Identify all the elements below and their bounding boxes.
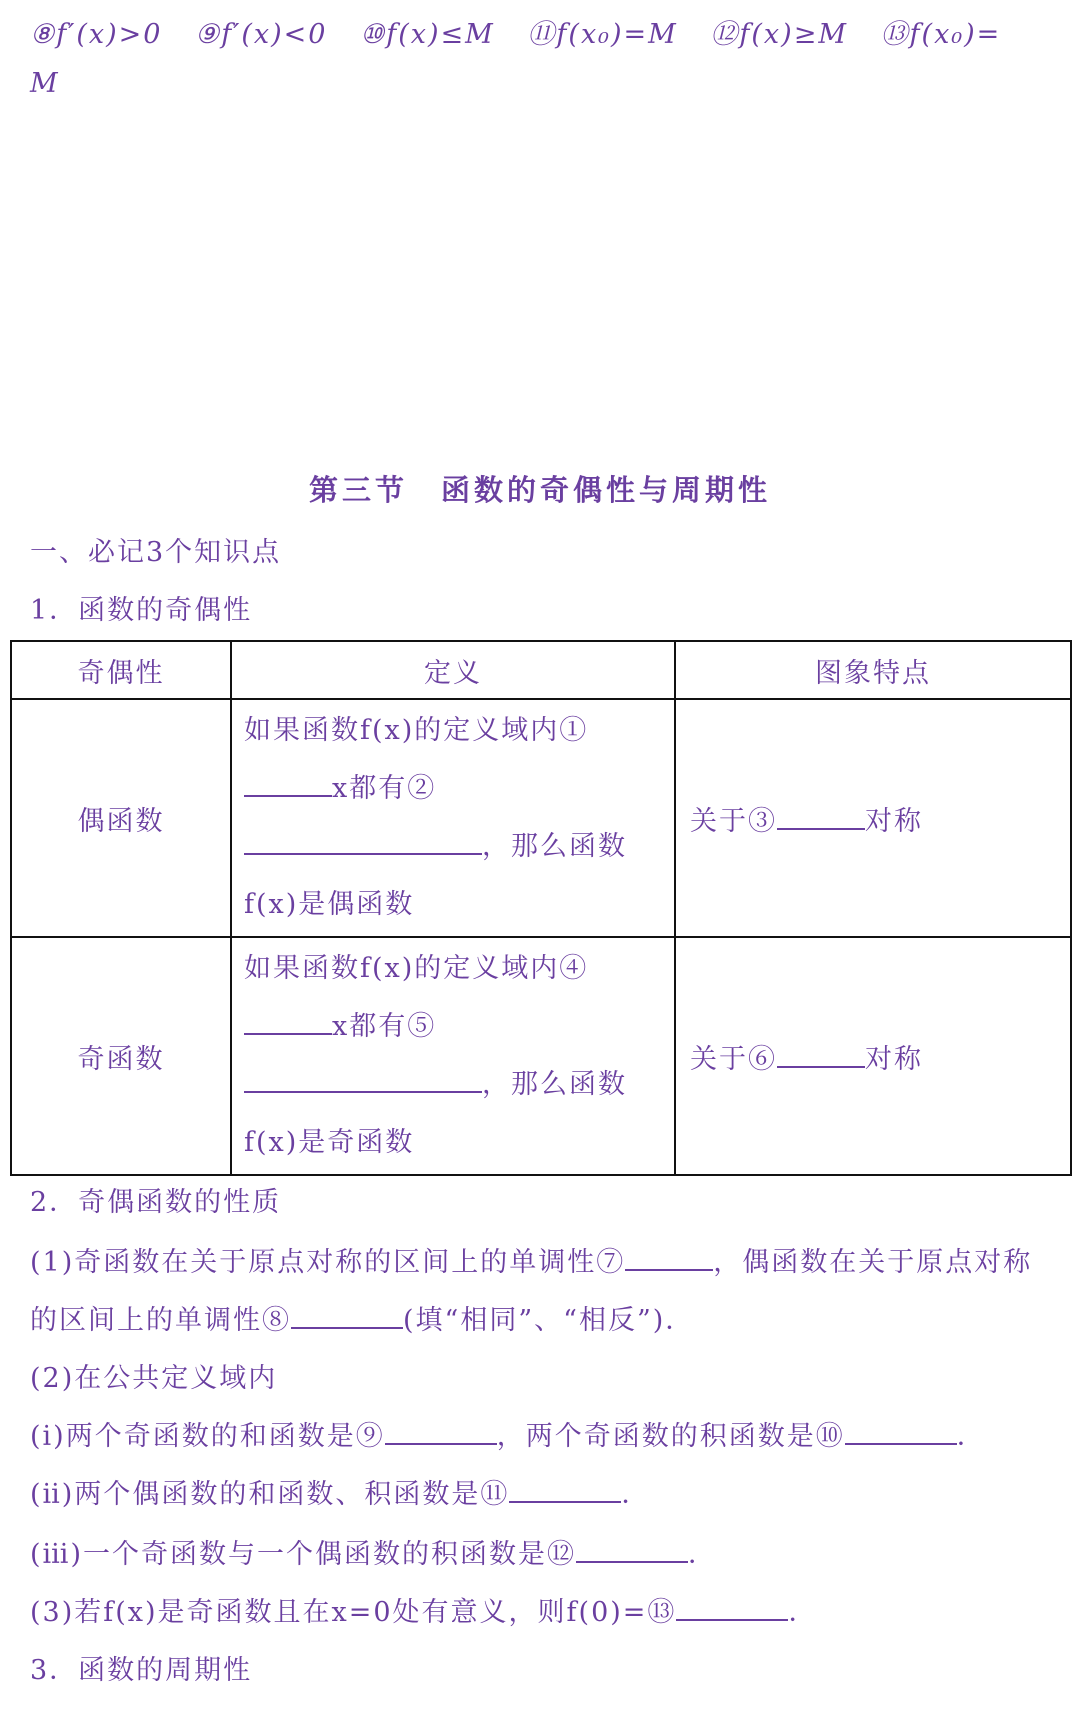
even-def-line-1: 如果函数f(x)的定义域内① (244, 715, 589, 746)
blank-11 (509, 1477, 621, 1503)
property-3: (3)若f(x)是奇函数且在x=0处有意义，则f(0)=⑬ ． (30, 1597, 818, 1628)
even-def-line-3: ，那么函数 (244, 818, 662, 876)
answer-12: ⑫f(x)≥M (710, 19, 848, 50)
property-2-iii: (ⅲ)一个奇函数与一个偶函数的积函数是⑫ ． (30, 1539, 717, 1570)
heading-parity-properties: 2．奇偶函数的性质 (30, 1187, 282, 1218)
table-row-even (11, 699, 1071, 937)
table-row-odd (11, 937, 1071, 1175)
blank-5 (244, 1067, 482, 1093)
header-graph-feature: 图象特点 (675, 641, 1071, 699)
blank-4 (244, 1009, 332, 1035)
property-2-heading: (2)在公共定义域内 (30, 1363, 278, 1394)
property-1-line-1: (1)奇函数在关于原点对称的区间上的单调性⑦ ，偶函数在关于原点对称 (30, 1247, 1033, 1278)
answer-key-line (30, 12, 1023, 51)
even-definition (231, 699, 675, 937)
heading-key-points: 一、必记3个知识点 (30, 537, 282, 568)
answer-13-wrap: M (30, 68, 60, 99)
blank-2 (244, 829, 482, 855)
answer-13: ⑬f(x₀)= (880, 19, 1002, 50)
even-graph-feature: 关于③ 对称 (675, 699, 1071, 937)
blank-7 (625, 1245, 713, 1271)
blank-3 (777, 804, 865, 830)
even-def-line-4: f(x)是偶函数 (244, 889, 415, 920)
odd-def-line-3: ，那么函数 (244, 1056, 662, 1114)
blank-8 (291, 1303, 403, 1329)
blank-9 (385, 1419, 497, 1445)
odd-definition (231, 937, 675, 1175)
header-parity: 奇偶性 (11, 641, 231, 699)
header-definition: 定义 (231, 641, 675, 699)
odd-graph-feature: 关于⑥ 对称 (675, 937, 1071, 1175)
odd-def-line-2: x都有⑤ (244, 998, 662, 1056)
blank-1 (244, 771, 332, 797)
odd-function-label: 奇函数 (11, 937, 231, 1175)
blank-6 (777, 1042, 865, 1068)
answer-11: ⑪f(x₀)=M (527, 19, 678, 50)
even-function-label: 偶函数 (11, 699, 231, 937)
even-def-line-2: x都有② (244, 760, 662, 818)
answer-9: ⑨f′(x)<0 (195, 19, 328, 50)
blank-13 (676, 1595, 788, 1621)
answer-10: ⑩f(x)≤M (360, 19, 495, 50)
property-2-i: (ⅰ)两个奇函数的和函数是⑨ ，两个奇函数的积函数是⑩ ． (30, 1421, 986, 1452)
parity-table (10, 640, 1072, 1176)
odd-def-line-4: f(x)是奇函数 (244, 1127, 415, 1158)
blank-12 (576, 1537, 688, 1563)
property-1-line-2: 的区间上的单调性⑧ (填“相同”、“相反”)． (30, 1305, 695, 1336)
heading-parity: 1．函数的奇偶性 (30, 595, 253, 626)
answer-8: ⑧f′(x)>0 (30, 19, 163, 50)
heading-periodicity: 3．函数的周期性 (30, 1655, 253, 1686)
table-header-row (11, 641, 1071, 699)
section-title: 第三节 函数的奇偶性与周期性 (308, 473, 771, 507)
property-2-ii: (ⅱ)两个偶函数的和函数、积函数是⑪ ． (30, 1479, 651, 1510)
odd-def-line-1: 如果函数f(x)的定义域内④ (244, 953, 589, 984)
blank-10 (845, 1419, 957, 1445)
